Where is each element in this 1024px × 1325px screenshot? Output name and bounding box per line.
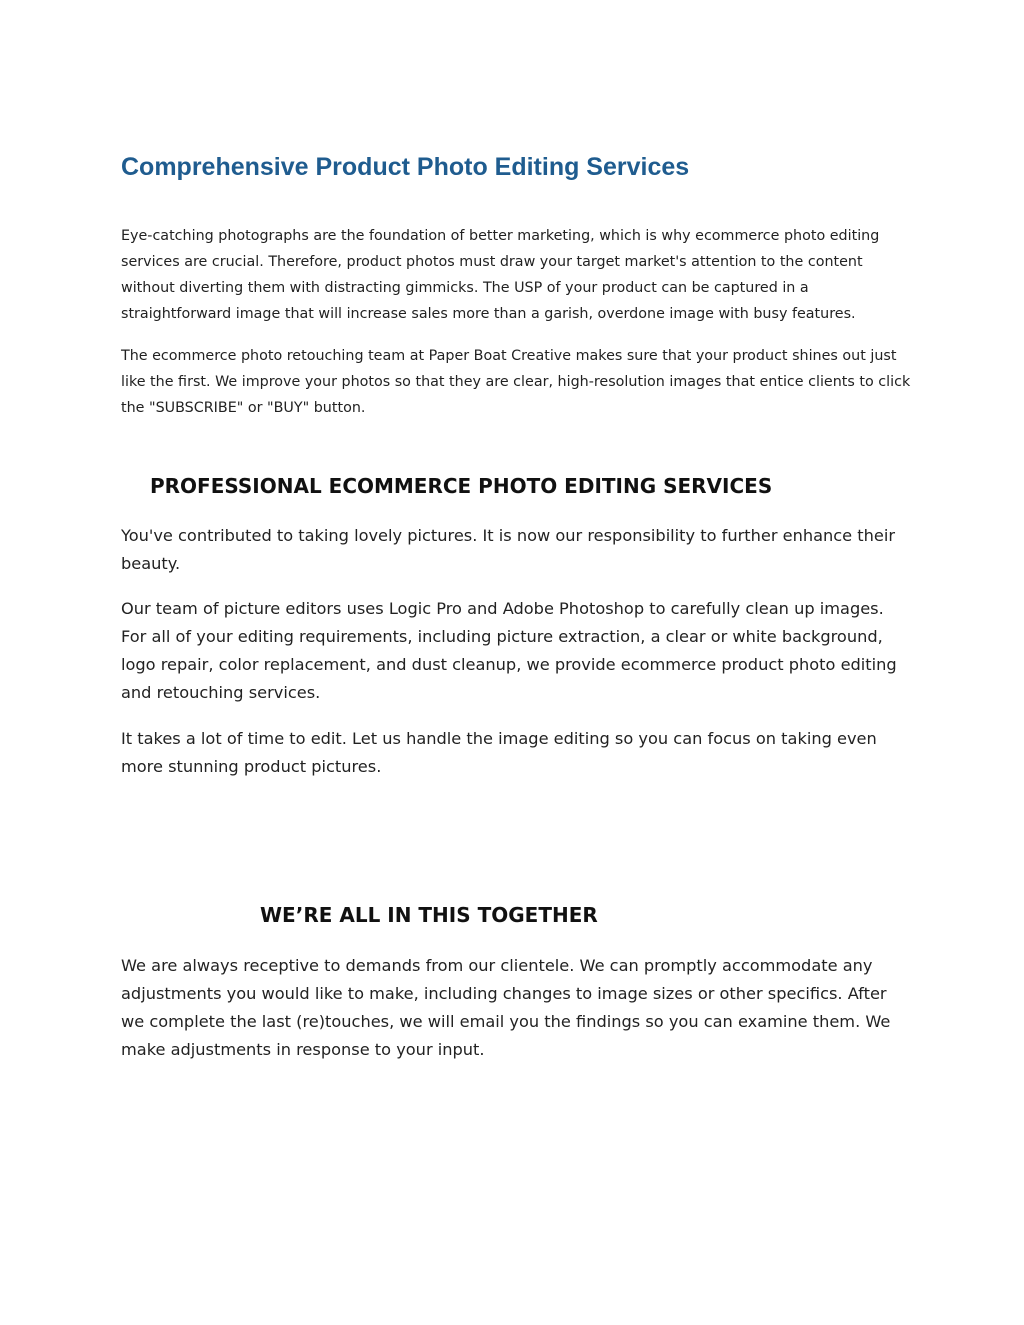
professional-paragraph: Our team of picture editors uses Logic Pro and Adobe Photoshop to carefully clean up images. For all of your editing requirements, including picture extraction, a clear or white background, logo repair, color replacement, and dust cleanup, we provide ecommerce product photo editing and retouching services. bbox=[121, 599, 897, 702]
professional-paragraph: You've contributed to taking lovely pictures. It is now our responsibility to further enhance their beauty. bbox=[121, 526, 896, 573]
page-title: Comprehensive Product Photo Editing Services bbox=[121, 153, 690, 181]
together-paragraph: We are always receptive to demands from our clientele. We can promptly accommodate any adjustments you would like to make, including changes to image sizes or other specifics. After we complete the last (re)touches, we will email you the findings so you can examine them. We make adjustments in response to your input. bbox=[121, 956, 891, 1059]
together-section-heading: WE’RE ALL IN THIS TOGETHER bbox=[260, 903, 598, 927]
professional-paragraph: It takes a lot of time to edit. Let us handle the image editing so you can focus on taking even more stunning product pictures. bbox=[121, 729, 877, 776]
intro-paragraph: The ecommerce photo retouching team at Paper Boat Creative makes sure that your product shines out just like the first. We improve your photos so that they are clear, high-resolution images that entice clients to click the "SUBSCRIBE" or "BUY" button. bbox=[121, 348, 911, 416]
professional-section-heading: PROFESSIONAL ECOMMERCE PHOTO EDITING SERVICES bbox=[150, 474, 773, 498]
intro-paragraph: Eye-catching photographs are the foundation of better marketing, which is why ecommerce photo editing services are crucial. Therefore, product photos must draw your target market's attention to the content without diverting them with distracting gimmicks. The USP of your product can be captured in a straightforward image that will increase sales more than a garish, overdone image with busy features. bbox=[121, 228, 880, 322]
